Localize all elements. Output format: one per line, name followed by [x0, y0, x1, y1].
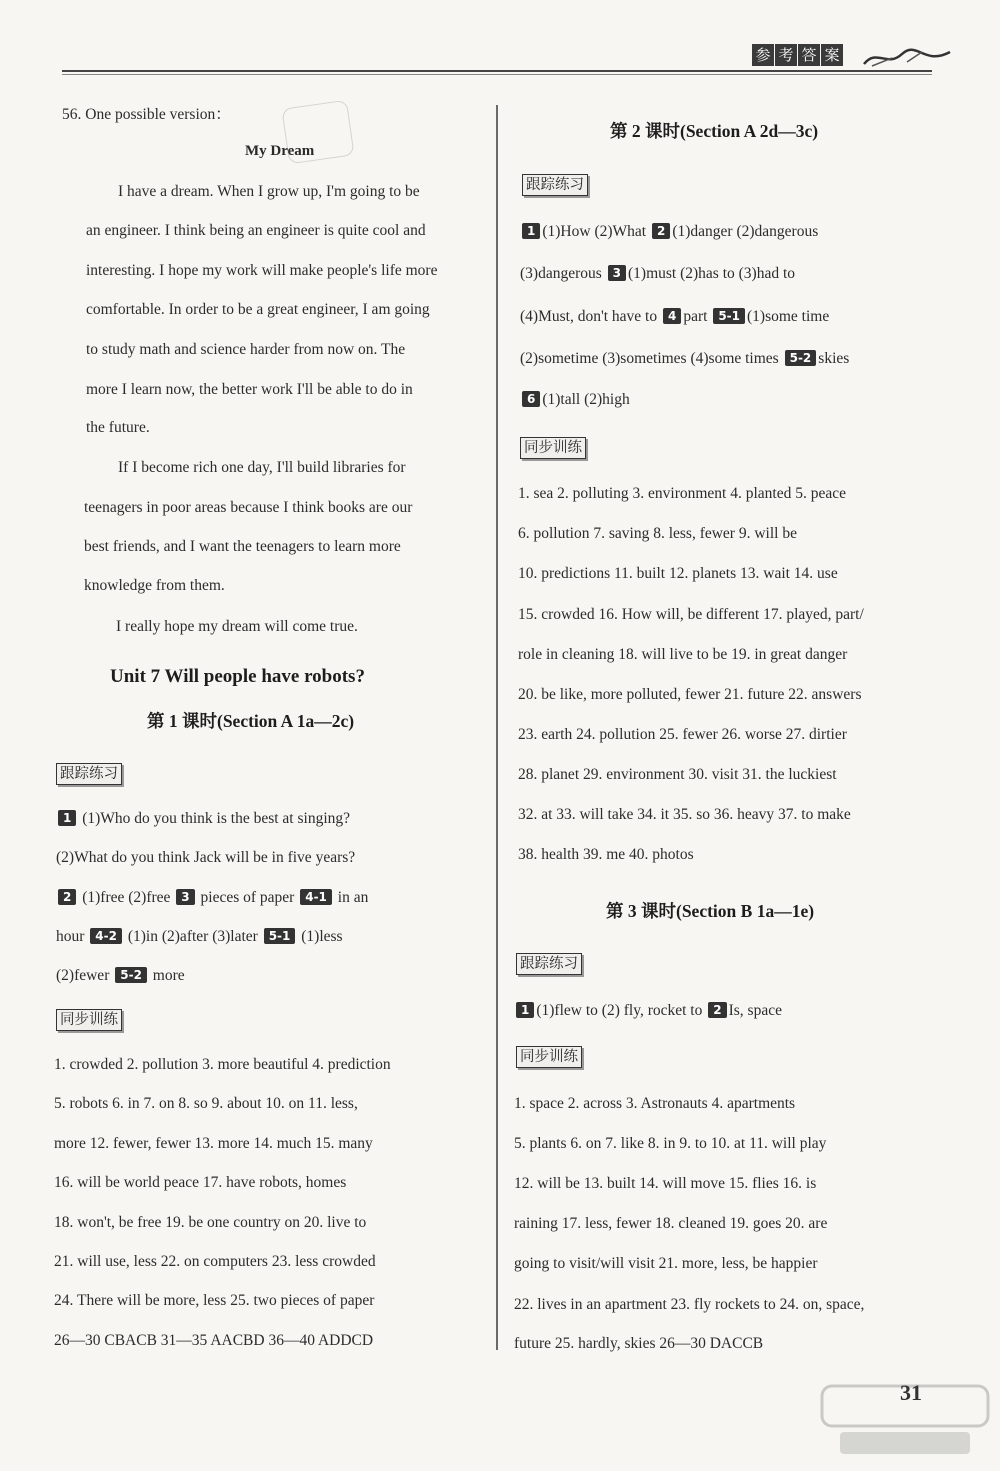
question-tag: 4 — [663, 308, 681, 324]
track-line — [514, 1002, 782, 1020]
sync-line: 23. earth 24. pollution 25. fewer 26. worse 27. dirtier — [518, 726, 847, 743]
sync-line: 16. will be world peace 17. have robots, homes — [54, 1174, 347, 1191]
header-rule-thin — [62, 74, 932, 75]
question-tag: 6 — [522, 391, 540, 407]
answer-text: skies — [818, 350, 850, 367]
sync-line: 1. crowded 2. pollution 3. more beautiful 4. prediction — [54, 1056, 391, 1073]
answer-text: (1)must (2)has to (3)had to — [628, 265, 796, 282]
question-tag: 4-2 — [90, 928, 122, 944]
answer-text: (2)sometime (3)sometimes (4)some times — [520, 350, 783, 367]
sync-line: 20. be like, more polluted, fewer 21. future 22. answers — [518, 686, 862, 703]
sync-line: 1. sea 2. polluting 3. environment 4. planted 5. peace — [518, 485, 846, 502]
answer-text: (1)some time — [747, 308, 830, 325]
sync-line: more 12. fewer, fewer 13. more 14. much 15. many — [54, 1135, 373, 1152]
sync-line: 38. health 39. me 40. photos — [518, 846, 694, 863]
sync-line: going to visit/will visit 21. more, less, be happier — [514, 1255, 818, 1272]
essay-line: an engineer. I think being an engineer is quite cool and — [86, 222, 426, 239]
sync-line: 22. lives in an apartment 23. fly rockets to 24. on, space, — [514, 1296, 865, 1313]
question-tag: 3 — [608, 265, 626, 281]
question-tag: 3 — [176, 889, 194, 905]
header-tag: 案 — [821, 44, 843, 66]
lesson2-title: 第 2 课时(Section A 2d—3c) — [610, 121, 819, 141]
section-label-track: 跟踪练习 — [516, 953, 582, 975]
question-tag: 1 — [58, 810, 76, 826]
answer-text: Is, space — [728, 1002, 782, 1019]
answer-text: (1)flew to (2) fly, rocket to — [536, 1002, 707, 1019]
header-decoration-icon — [862, 44, 952, 70]
answer-text: (4)Must, don't have to — [520, 308, 661, 325]
answer-text: (1)tall (2)high — [542, 391, 630, 408]
question-tag: 2 — [652, 223, 670, 239]
q56-intro: 56. One possible version： — [62, 106, 231, 123]
sync-line: 5. robots 6. in 7. on 8. so 9. about 10. on 11. less, — [54, 1095, 358, 1112]
answer-text: (3)dangerous — [520, 265, 606, 282]
question-tag: 1 — [516, 1002, 534, 1018]
answer-text: (1)danger (2)dangerous — [672, 223, 819, 240]
lesson3-title: 第 3 课时(Section B 1a—1e) — [606, 901, 815, 921]
track-line — [520, 223, 818, 241]
sync-line: 18. won't, be free 19. be one country on 20. live to — [54, 1214, 367, 1231]
column-divider — [496, 105, 498, 1350]
answer-text: (2)fewer — [56, 967, 110, 984]
essay-line: interesting. I hope my work will make people's life more — [86, 262, 438, 279]
page-number: 31 — [900, 1380, 922, 1405]
sync-line: 28. planet 29. environment 30. visit 31. the luckiest — [518, 766, 837, 783]
question-tag: 5-2 — [785, 350, 817, 366]
section-label-sync: 同步训练 — [56, 1009, 122, 1031]
track-line — [56, 967, 185, 985]
essay-line: the future. — [86, 419, 150, 436]
answer-text: (1)How (2)What — [542, 223, 650, 240]
question-tag: 5-1 — [713, 308, 745, 324]
header-tag: 考 — [775, 44, 797, 66]
sync-line: 1. space 2. across 3. Astronauts 4. apartments — [514, 1095, 796, 1112]
track-line — [56, 810, 350, 828]
sync-line: 6. pollution 7. saving 8. less, fewer 9. will be — [518, 525, 797, 542]
track-line — [520, 391, 630, 409]
section-label-track: 跟踪练习 — [522, 174, 588, 196]
sync-line: 10. predictions 11. built 12. planets 13. wait 14. use — [518, 565, 838, 582]
answer-text: (1)Who do you think is the best at singing? — [82, 810, 351, 827]
answer-text: in an — [337, 889, 369, 906]
sync-line: 21. will use, less 22. on computers 23. less crowded — [54, 1253, 376, 1270]
track-line — [520, 265, 795, 283]
sync-line: role in cleaning 18. will live to be 19. in great danger — [518, 646, 848, 663]
essay-title: My Dream — [245, 143, 315, 159]
header-rule — [62, 70, 932, 72]
essay-line: I really hope my dream will come true. — [116, 618, 358, 635]
answer-text: (1)in (2)after (3)later — [127, 928, 258, 945]
essay-line: to study math and science harder from now on. The — [86, 341, 406, 358]
sync-line: 15. crowded 16. How will, be different 17. played, part/ — [518, 606, 864, 623]
sync-line: raining 17. less, fewer 18. cleaned 19. goes 20. are — [514, 1215, 828, 1232]
sync-line: 32. at 33. will take 34. it 35. so 36. heavy 37. to make — [518, 806, 851, 823]
essay-line: more I learn now, the better work I'll be able to do in — [86, 381, 413, 398]
sync-line: future 25. hardly, skies 26—30 DACCB — [514, 1335, 764, 1352]
answer-text: pieces of paper — [200, 889, 295, 906]
sync-line: 26—30 CBACB 31—35 AACBD 36—40 ADDCD — [54, 1332, 374, 1349]
track-line — [56, 889, 368, 907]
header-tag: 答 — [798, 44, 820, 66]
essay-line: best friends, and I want the teenagers to learn more — [84, 538, 401, 555]
sync-line: 12. will be 13. built 14. will move 15. flies 16. is — [514, 1175, 817, 1192]
section-label-sync: 同步训练 — [516, 1046, 582, 1068]
question-tag: 5-1 — [264, 928, 296, 944]
answer-text: more — [152, 967, 185, 984]
essay-line: comfortable. In order to be a great engineer, I am going — [86, 301, 430, 318]
answer-text: part — [683, 308, 712, 325]
essay-line: If I become rich one day, I'll build libraries for — [118, 459, 406, 476]
header-tag: 参 — [752, 44, 774, 66]
sync-line: 5. plants 6. on 7. like 8. in 9. to 10. at 11. will play — [514, 1135, 827, 1152]
essay-line: teenagers in poor areas because I think books are our — [84, 499, 413, 516]
track-line — [56, 928, 343, 946]
question-tag: 4-1 — [300, 889, 332, 905]
answer-text: hour — [56, 928, 85, 945]
unit-title: Unit 7 Will people have robots? — [110, 666, 365, 687]
lesson1-title: 第 1 课时(Section A 1a—2c) — [147, 711, 355, 731]
track-line — [520, 350, 849, 368]
track-line: (2)What do you think Jack will be in five years? — [56, 849, 356, 866]
sync-line: 24. There will be more, less 25. two pieces of paper — [54, 1292, 375, 1309]
answer-text: (1)less — [301, 928, 343, 945]
track-line — [520, 308, 829, 326]
answer-text: (1)free (2)free — [82, 889, 171, 906]
answer-key-header-tags — [752, 44, 843, 66]
essay-line: knowledge from them. — [84, 577, 225, 594]
section-label-track: 跟踪练习 — [56, 763, 122, 785]
question-tag: 2 — [708, 1002, 726, 1018]
section-label-sync: 同步训练 — [520, 437, 586, 459]
question-tag: 2 — [58, 889, 76, 905]
question-tag: 5-2 — [115, 967, 147, 983]
question-tag: 1 — [522, 223, 540, 239]
essay-line: I have a dream. When I grow up, I'm going to be — [118, 183, 420, 200]
